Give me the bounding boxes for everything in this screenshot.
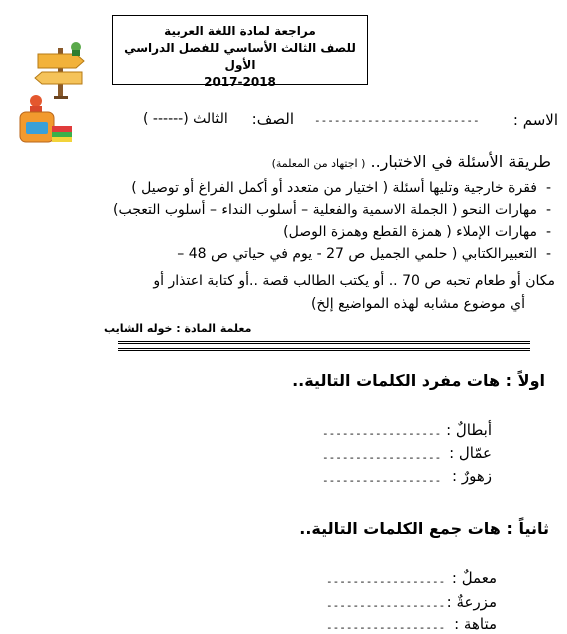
list-item: - التعبيرالكتابي ( حلمي الجميل ص 27 - يوم في حياتي ص 48 –: [31, 243, 551, 265]
class-label: الصف:: [251, 110, 294, 128]
section1-word: أبطالٌ :: [446, 421, 492, 439]
section2-word: متاهة :: [454, 615, 497, 633]
list-item: - مهارات الإملاء ( همزة القطع وهمزة الوصل): [31, 221, 551, 243]
school-bag-clipart-icon: [14, 92, 76, 146]
section2-word: مزرعةٌ :: [446, 593, 497, 611]
section1-word: عمّال :: [449, 444, 492, 462]
method-title-text: طريقة الأسئلة في الاختبار..: [370, 152, 551, 171]
section2-title: ثانياً : هات جمع الكلمات التالية..: [299, 519, 549, 538]
section1-blank[interactable]: ------------------: [322, 474, 442, 487]
section1-blank[interactable]: ------------------: [322, 427, 442, 440]
name-blank[interactable]: -------------------------: [314, 114, 480, 127]
method-list: [31, 177, 551, 265]
header-line2: للصف الثالث الأساسي للفصل الدراسي الأول: [124, 41, 356, 72]
section1-blank[interactable]: ------------------: [322, 451, 442, 464]
signpost-clipart-icon: [32, 38, 90, 100]
list-item: - مهارات النحو ( الجملة الاسمية والفعلية – أسلوب النداء – أسلوب التعجب): [31, 199, 551, 221]
section1-word: زهورٌ :: [452, 467, 492, 485]
list-item: - فقرة خارجية وتليها أسئلة ( اختيار من متعدد أو أكمل الفراغ أو توصيل ): [31, 177, 551, 199]
name-label: الاسم :: [512, 111, 558, 129]
method-continuation-2: أي موضوع مشابه لهذه المواضيع إلخ): [311, 296, 525, 312]
separator-line: [118, 341, 530, 344]
method-continuation-1: مكان أو طعام تحبه ص 70 .. أو يكتب الطالب قصة ..أو كتابة اعتذار أو: [153, 273, 555, 289]
header-year: 2017-2018: [204, 75, 276, 89]
class-value: الثالث (------ ): [143, 111, 228, 127]
teacher-name: معلمة المادة : خوله الشايب: [104, 322, 252, 335]
separator-line: [118, 348, 530, 351]
section1-title: اولاً : هات مفرد الكلمات التالية..: [292, 371, 545, 390]
section2-blank[interactable]: ------------------: [326, 575, 446, 588]
method-title: [272, 152, 551, 171]
header-title-box: [112, 15, 368, 89]
method-note: ( اجتهاد من المعلمة): [271, 157, 366, 170]
section2-blank[interactable]: ------------------: [326, 621, 446, 634]
section2-blank[interactable]: ------------------: [326, 599, 446, 612]
section2-word: معملٌ :: [451, 569, 497, 587]
header-line1: مراجعة لمادة اللغة العربية: [164, 24, 316, 38]
